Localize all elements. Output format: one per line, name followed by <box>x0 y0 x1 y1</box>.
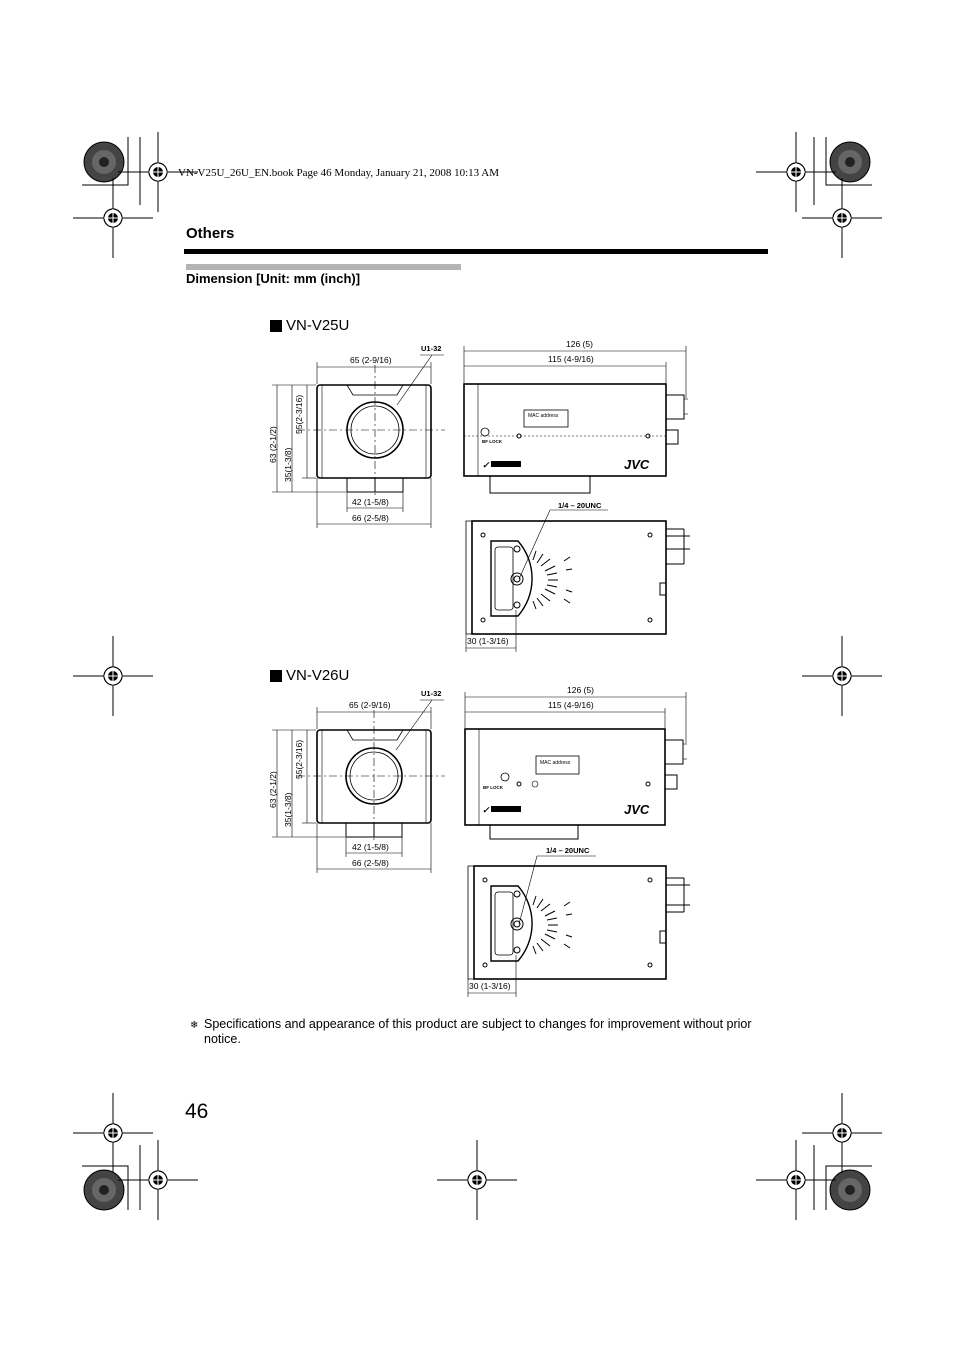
snowflake-note-icon: ❄ <box>190 1020 199 1031</box>
specification-note <box>190 1017 770 1047</box>
bf-lock-label: BF LOCK <box>483 785 503 790</box>
section-title: Others <box>186 225 235 242</box>
vivid-logo-icon: ✓ <box>482 805 490 815</box>
note-text: Specifications and appearance of this product are subject to changes for improvement without prior notice. <box>204 1017 752 1046</box>
dim-upper-height: 55(2-3/16) <box>294 739 304 779</box>
mac-address-label: MAC address <box>528 413 559 419</box>
dim-base-width: 42 (1-5/8) <box>352 842 389 852</box>
dim-mount-offset: 30 (1-3/16) <box>467 636 509 646</box>
brand-logo: JVC <box>624 457 650 472</box>
page-number: 46 <box>185 1100 209 1123</box>
bf-lock-label: BF LOCK <box>482 439 502 444</box>
dim-mount-offset: 30 (1-3/16) <box>469 981 511 991</box>
dim-body-width: 66 (2-5/8) <box>352 858 389 868</box>
dim-lens: U1-32 <box>421 689 442 698</box>
vivid-logo-icon: ✓ <box>482 460 490 470</box>
dim-front-width: 65 (2-9/16) <box>349 700 391 710</box>
model-name: VN-V25U <box>286 317 350 334</box>
dim-base-width: 42 (1-5/8) <box>352 497 389 507</box>
book-info-header: VN-V25U_26U_EN.book Page 46 Monday, January 21, 2008 10:13 AM <box>178 167 500 179</box>
dim-lower-height: 35(1-3/8) <box>283 447 293 482</box>
mac-address-label: MAC address <box>540 760 571 766</box>
dim-total-height: 63 (2-1/2) <box>268 771 278 808</box>
dim-upper-height: 55(2-3/16) <box>294 394 304 434</box>
model-name: VN-V26U <box>286 667 350 684</box>
dim-total-height: 63 (2-1/2) <box>268 426 278 463</box>
dim-body-length: 115 (4-9/16) <box>548 354 594 364</box>
dim-body-width: 66 (2-5/8) <box>352 513 389 523</box>
mount-thread-label: 1/4 – 20UNC <box>558 501 602 510</box>
side-view <box>465 692 687 839</box>
bottom-view <box>468 856 690 997</box>
dim-total-length: 126 (5) <box>567 685 594 695</box>
dim-lens: U1-32 <box>421 344 442 353</box>
mount-thread-label: 1/4 – 20UNC <box>546 846 590 855</box>
dim-body-length: 115 (4-9/16) <box>548 700 594 710</box>
vivid-logo-icon <box>491 806 521 812</box>
dim-total-length: 126 (5) <box>566 339 593 349</box>
dimension-subheading: Dimension [Unit: mm (inch)] <box>186 271 361 286</box>
dim-lower-height: 35(1-3/8) <box>283 792 293 827</box>
brand-logo: JVC <box>624 802 650 817</box>
dim-front-width: 65 (2-9/16) <box>350 355 392 365</box>
heat-sink-fins <box>533 896 572 954</box>
